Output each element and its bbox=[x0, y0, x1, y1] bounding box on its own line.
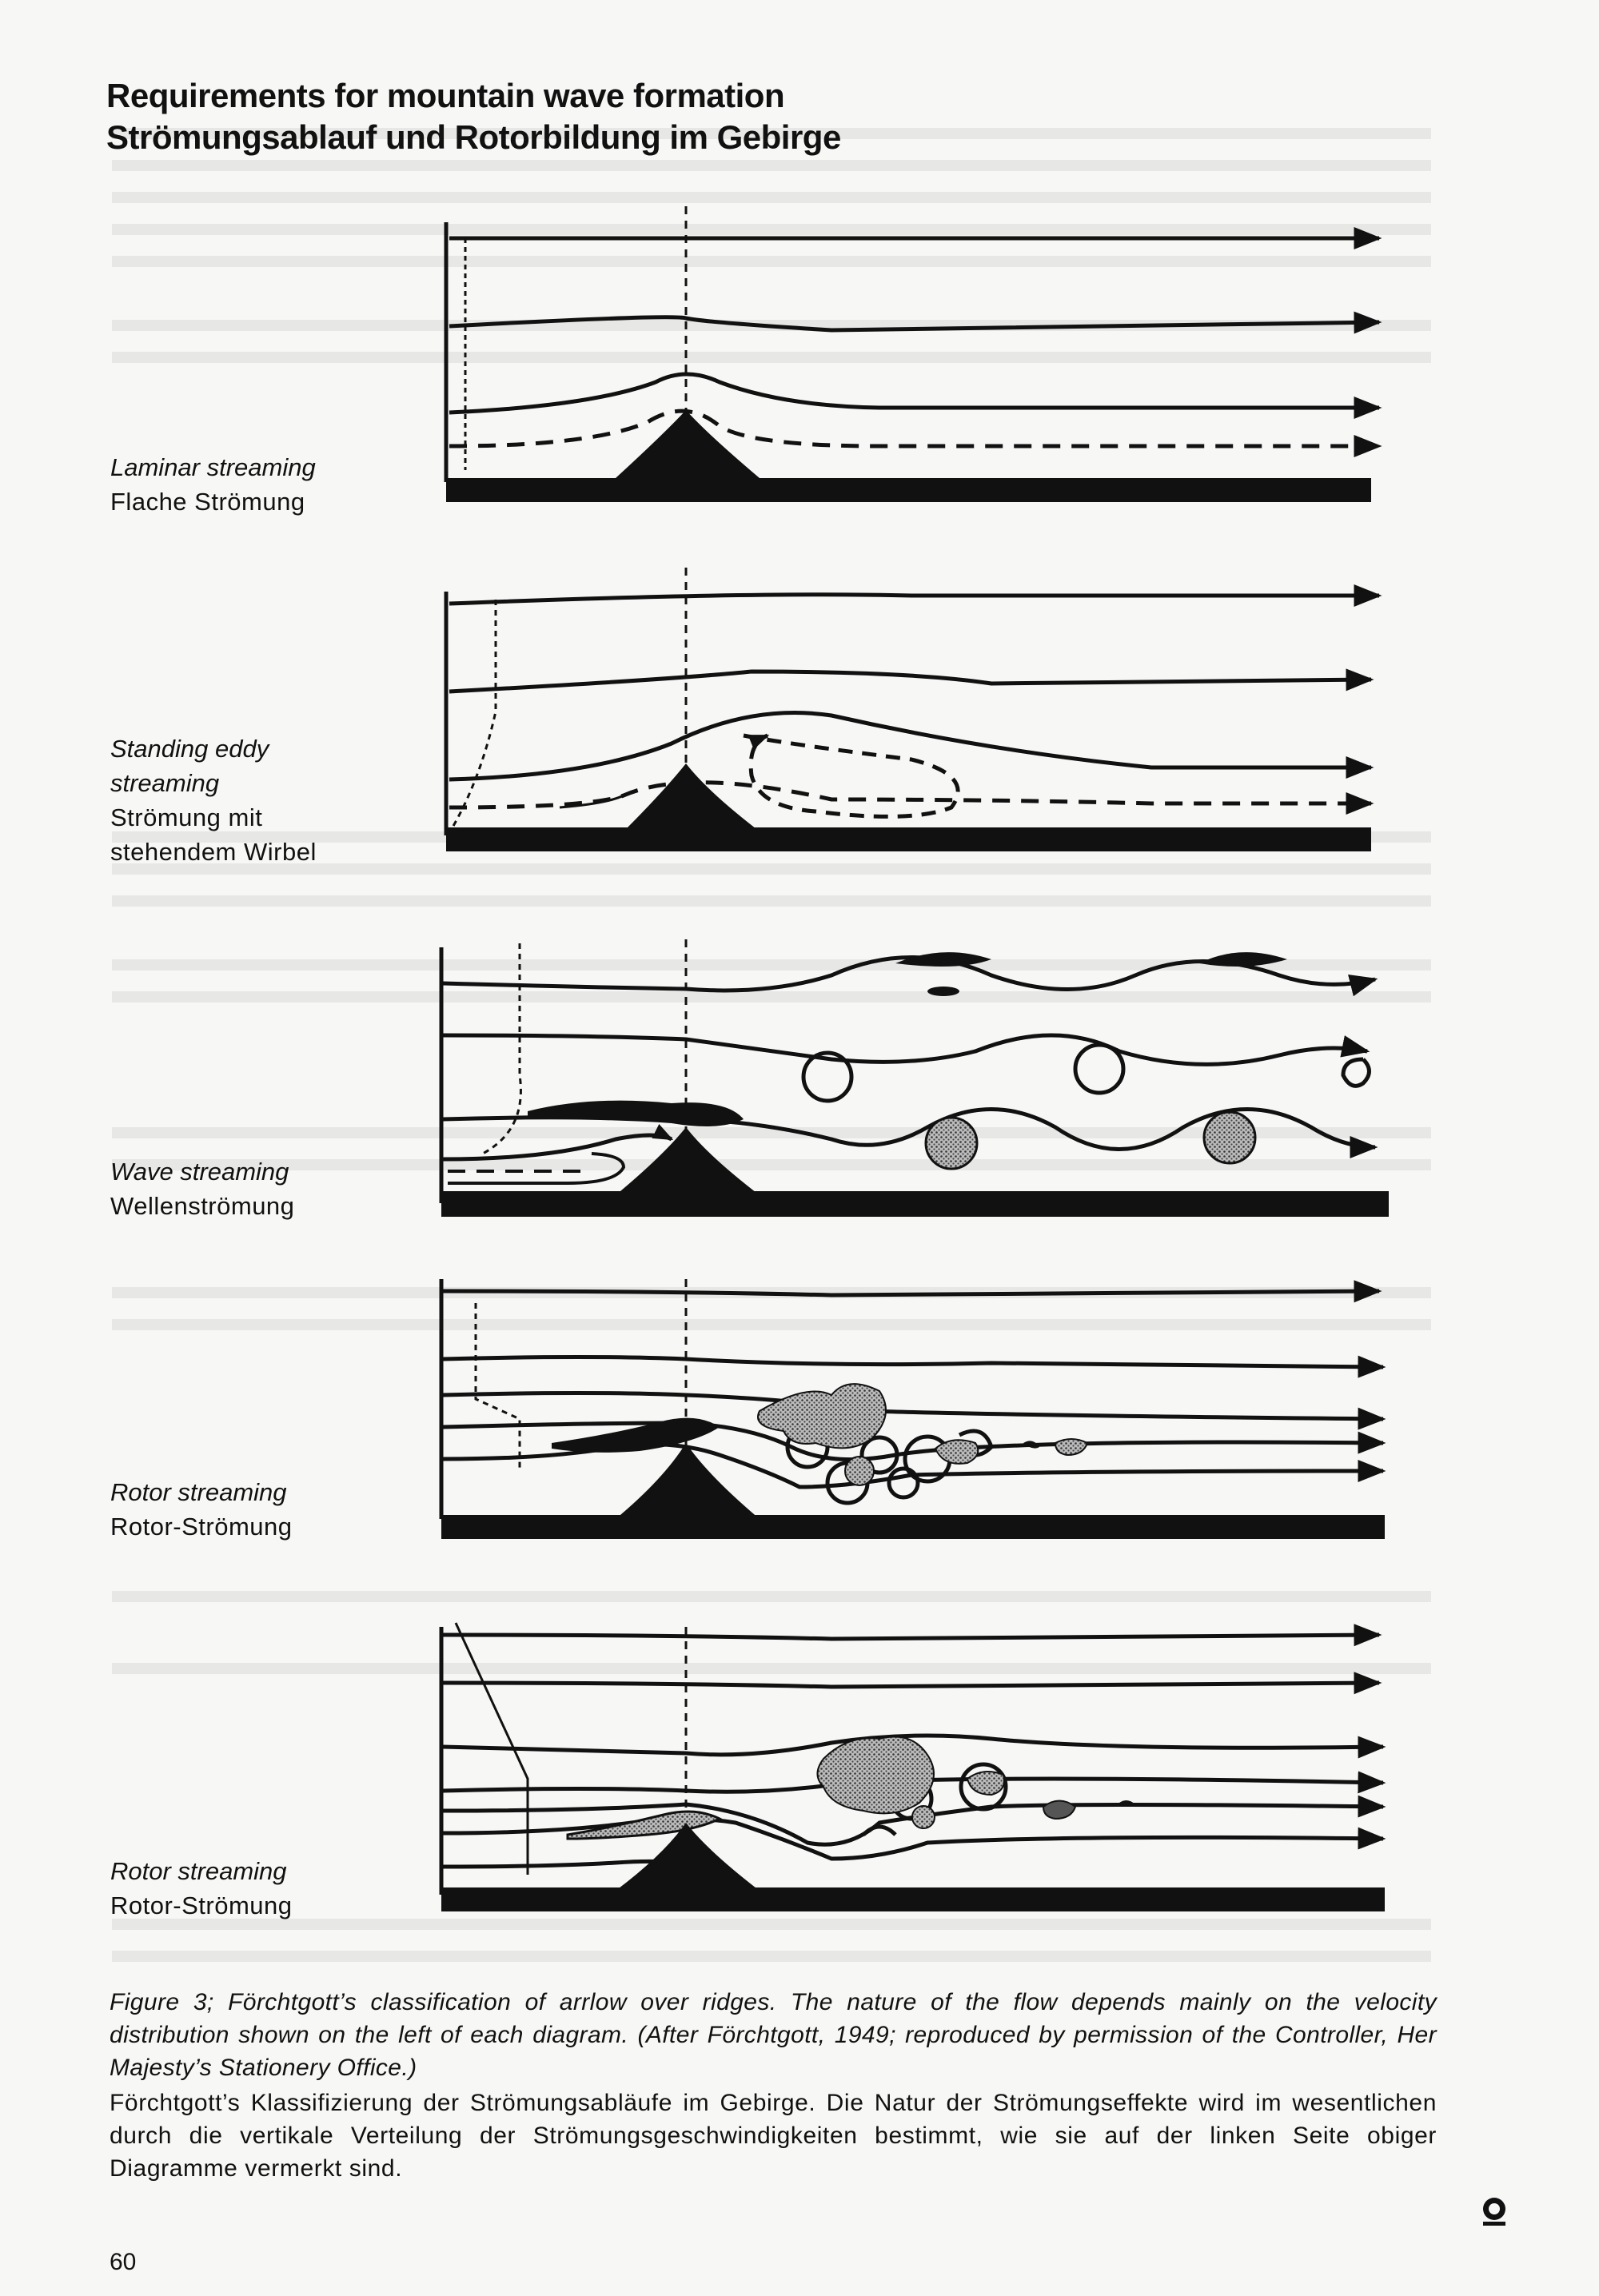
streamline bbox=[449, 672, 1371, 692]
diagram-standing-eddy-streaming bbox=[432, 568, 1391, 855]
rotor-cloud bbox=[1204, 1112, 1255, 1163]
rotor-cloud bbox=[845, 1457, 874, 1485]
streamline bbox=[443, 1035, 1367, 1064]
page-title bbox=[106, 75, 841, 158]
streamline bbox=[449, 595, 1379, 604]
rotor-cloud bbox=[1055, 1439, 1087, 1455]
rotor-cloud bbox=[935, 1440, 978, 1464]
diagram-laminar-streaming bbox=[432, 206, 1391, 510]
panel-label-wave: Wave streaming Wellenströmung bbox=[110, 1158, 295, 1220]
panel-label-rotor-1: Rotor streaming Rotor-Strömung bbox=[110, 1478, 293, 1541]
ground bbox=[441, 1887, 1385, 1911]
lenticular-cloud bbox=[1199, 952, 1287, 967]
streamline bbox=[449, 374, 1379, 413]
streamline bbox=[449, 317, 1379, 330]
cap-cloud bbox=[528, 1101, 744, 1126]
rotor-cloud bbox=[926, 1118, 977, 1169]
title-german: Strömungsablauf und Rotorbildung im Gebirge bbox=[106, 118, 841, 156]
panel-label-standing-eddy: Standing eddy streaming Strömung mit stehendem Wirbel bbox=[110, 735, 317, 866]
publisher-logo-icon bbox=[1477, 2194, 1512, 2230]
streamline bbox=[443, 1393, 1383, 1420]
rotor-cloud bbox=[1023, 1441, 1039, 1448]
cap-cloud bbox=[568, 1812, 720, 1839]
ridge bbox=[616, 1443, 760, 1519]
ground bbox=[441, 1515, 1385, 1539]
rotor-outline bbox=[889, 1469, 918, 1497]
rotor-cloud-outline bbox=[1343, 1059, 1370, 1086]
title-english: Requirements for mountain wave formation bbox=[106, 77, 785, 114]
panel-label-rotor-2: Rotor streaming Rotor-Strömung bbox=[110, 1857, 293, 1919]
streamline bbox=[449, 713, 1371, 779]
ground bbox=[446, 827, 1371, 851]
rotor-cloud bbox=[1043, 1801, 1075, 1820]
streamline bbox=[443, 1357, 1383, 1368]
diagram-rotor-streaming-1 bbox=[432, 1279, 1407, 1543]
rotor-cloud bbox=[818, 1737, 935, 1814]
ridge bbox=[616, 410, 760, 478]
rotor-cloud-outline bbox=[1075, 1045, 1123, 1093]
figure-caption-german: Förchtgott’s Klassifizierung der Strömungsabläufe im Gebirge. Die Natur der Strömungseffekte wird im wesentlichen durch die vertikale Verteilung der Strömungsgeschwindigkeiten bestimmt, wie sie auf der linken Seite obiger Diagramme vermerkt sind. bbox=[110, 2090, 1437, 2182]
diagram-wave-streaming bbox=[432, 939, 1407, 1227]
streamline bbox=[443, 1291, 1379, 1295]
streamline bbox=[443, 1135, 672, 1159]
rotor-cloud bbox=[912, 1806, 935, 1828]
figure-caption-english: Figure 3; Förchtgott’s classification of arrlow over ridges. The nature of the flow depends mainly on the velocity distribution shown on the left of each diagram. (After Förchtgott, 1949; reproduced by permission of the Controller, Her Majesty’s Stationery Office.) bbox=[110, 1989, 1437, 2081]
ridge bbox=[624, 763, 760, 831]
page-number: 60 bbox=[110, 2249, 137, 2275]
lenticular-cloud bbox=[895, 952, 991, 967]
streamline bbox=[449, 411, 1379, 446]
lenticular-cloud bbox=[927, 987, 959, 996]
diagram-rotor-streaming-2 bbox=[432, 1619, 1407, 1923]
rotor-cloud bbox=[967, 1772, 1004, 1795]
ground bbox=[441, 1191, 1389, 1217]
eddy bbox=[744, 735, 958, 816]
panel-label-laminar: Laminar streaming Flache Strömung bbox=[110, 453, 316, 516]
streamline bbox=[443, 1683, 1379, 1687]
ground bbox=[446, 478, 1371, 502]
streamline bbox=[443, 1635, 1379, 1639]
